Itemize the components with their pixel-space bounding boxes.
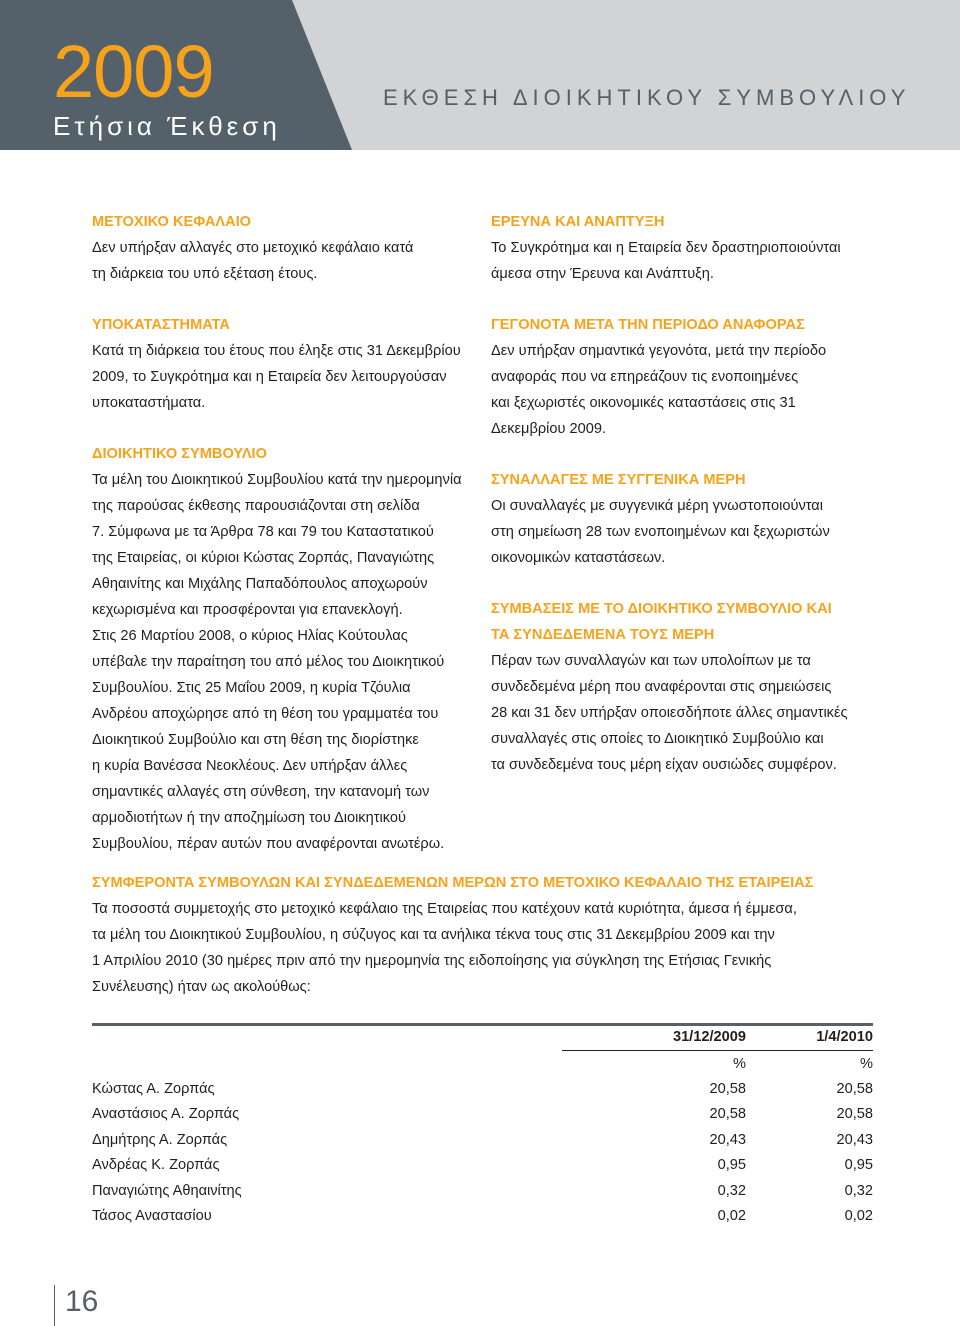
table-row xyxy=(92,1204,873,1230)
text-line: και ξεχωριστές οικονομικές καταστάσεις στις 31 xyxy=(491,395,796,411)
shareholder-name: Παναγιώτης Αθηαινίτης xyxy=(92,1182,242,1199)
section-heading: ΜΕΤΟΧΙΚΟ ΚΕΦΑΛΑΙΟ xyxy=(92,214,252,230)
share-2009: 0,32 xyxy=(717,1182,746,1199)
share-2009: 20,43 xyxy=(709,1131,746,1148)
text-line: της παρούσας έκθεσης παρουσιάζονται στη σελίδα xyxy=(92,498,420,514)
text-line: Δεν υπήρξαν σημαντικά γεγονότα, μετά την περίοδο xyxy=(491,343,827,359)
section-share-capital xyxy=(92,209,476,287)
table-header-row xyxy=(92,1024,873,1051)
table-units-empty xyxy=(92,1051,562,1077)
text-line: 28 και 31 δεν υπήρξαν οποιεσδήποτε άλλες σημαντικές xyxy=(491,705,848,721)
text-line: της Εταιρείας, οι κύριοι Κώστας Ζορπάς, Παναγιώτης xyxy=(92,550,435,566)
share-2010: 20,43 xyxy=(836,1131,873,1148)
shareholder-name: Αναστάσιος Α. Ζορπάς xyxy=(92,1106,240,1123)
text-line: σημαντικές αλλαγές στη σύνθεση, την κατανομή των xyxy=(92,784,430,800)
shareholder-name: Κώστας Α. Ζορπάς xyxy=(92,1080,215,1097)
table-units-row xyxy=(92,1051,873,1077)
share-2010: 20,58 xyxy=(836,1080,873,1097)
text-line: Τα ποσοστά συμμετοχής στο μετοχικό κεφάλαιο της Εταιρείας που κατέχουν κατά κυριότητα, άμεσα ή έμμεσα, xyxy=(92,901,797,917)
right-column xyxy=(491,209,876,803)
shareholding-table xyxy=(92,1024,873,1229)
text-line: Πέραν των συναλλαγών και των υπολοίπων με τα xyxy=(491,653,811,669)
text-line: αναφοράς που να επηρεάζουν τις ενοποιημένες xyxy=(491,369,799,385)
section-heading: ΕΡΕΥΝΑ ΚΑΙ ΑΝΑΠΤΥΞΗ xyxy=(491,214,665,230)
section-heading: ΥΠΟΚΑΤΑΣΤΗΜΑΤΑ xyxy=(92,317,230,333)
section-related-parties xyxy=(491,467,876,571)
text-line: τα συνδεδεμένα τους μέρη είχαν ουσιώδες συμφέρον. xyxy=(491,757,837,773)
table-unit-col2: % xyxy=(860,1055,873,1072)
text-line: υποκαταστήματα. xyxy=(92,395,206,411)
text-line: Τα μέλη του Διοικητικού Συμβουλίου κατά την ημερομηνία xyxy=(92,472,462,488)
text-line: αρμοδιοτήτων ή την αποζημίωση του Διοικητικού xyxy=(92,810,406,826)
report-year: 2009 xyxy=(53,30,214,113)
text-line: Κατά τη διάρκεια του έτους που έληξε στις 31 Δεκεμβρίου xyxy=(92,343,461,359)
text-line: Διοικητικού Συμβούλιο και στη θέση της διορίστηκε xyxy=(92,732,419,748)
text-line: Ανδρέου αποχώρησε από τη θέση του γραμματέα του xyxy=(92,706,439,722)
table-unit-col1: % xyxy=(733,1055,746,1072)
section-title: ΕΚΘΕΣΗ ΔΙΟΙΚΗΤΙΚΟΥ ΣΥΜΒΟΥΛΙΟΥ xyxy=(383,85,911,110)
section-heading: ΔΙΟΙΚΗΤΙΚΟ ΣΥΜΒΟΥΛΙΟ xyxy=(92,446,267,462)
text-line: τα μέλη του Διοικητικού Συμβουλίου, η σύζυγος και τα ανήλικα τέκνα τους στις 31 Δεκεμβρίου 2009 και την xyxy=(92,927,775,943)
section-text xyxy=(491,648,876,778)
text-line: συνδεδεμένα μέρη που αναφέρονται στις σημειώσεις xyxy=(491,679,832,695)
shareholder-name: Τάσος Αναστασίου xyxy=(92,1208,212,1225)
share-2010: 0,95 xyxy=(844,1157,873,1174)
text-line: Συμβουλίου, πέραν αυτών που αναφέρονται ανωτέρω. xyxy=(92,836,445,852)
text-line: υπέβαλε την παραίτηση του από μέλος του Διοικητικού xyxy=(92,654,445,670)
table-header-col1: 31/12/2009 xyxy=(562,1024,746,1051)
table-row xyxy=(92,1127,873,1153)
text-line: άμεσα στην Έρευνα και Ανάπτυξη. xyxy=(491,266,714,282)
text-line: Δεκεμβρίου 2009. xyxy=(491,421,607,437)
section-heading: ΣΥΜΦΕΡΟΝΤΑ ΣΥΜΒΟΥΛΩΝ ΚΑΙ ΣΥΝΔΕΔΕΜΕΝΩΝ ΜΕΡΩΝ ΣΤΟ ΜΕΤΟΧΙΚΟ ΚΕΦΑΛΑΙΟ ΤΗΣ ΕΤΑΙΡΕΙΑΣ xyxy=(92,875,814,891)
shareholder-name: Ανδρέας Κ. Ζορπάς xyxy=(92,1157,220,1174)
text-line: Στις 26 Μαρτίου 2008, ο κύριος Ηλίας Κούτουλας xyxy=(92,628,408,644)
text-line: Δεν υπήρξαν αλλαγές στο μετοχικό κεφάλαιο κατά xyxy=(92,240,414,256)
table-header-empty xyxy=(92,1024,562,1051)
report-subtitle: Ετήσια Έκθεση xyxy=(53,111,281,141)
share-2009: 20,58 xyxy=(709,1080,746,1097)
section-board xyxy=(92,441,476,857)
table-row xyxy=(92,1076,873,1102)
text-line: 1 Απριλίου 2010 (30 ημέρες πριν από την ημερομηνία της ειδοποίησης για σύγκληση της Ετήσιας Γενικής xyxy=(92,953,772,969)
text-line: η κυρία Βανέσσα Νεοκλέους. Δεν υπήρξαν άλλες xyxy=(92,758,408,774)
shareholder-name: Δημήτρης Α. Ζορπάς xyxy=(92,1131,228,1148)
section-board-contracts xyxy=(491,596,876,778)
section-text xyxy=(92,338,476,416)
heading-line: ΤΑ ΣΥΝΔΕΔΕΜΕΝΑ ΤΟΥΣ ΜΕΡΗ xyxy=(491,627,715,643)
text-line: στη σημείωση 28 των ενοποιημένων και ξεχωριστών xyxy=(491,524,830,540)
text-line: Οι συναλλαγές με συγγενικά μέρη γνωστοποιούνται xyxy=(491,498,823,514)
section-heading xyxy=(491,596,876,648)
page-number-rule xyxy=(54,1285,55,1326)
section-research xyxy=(491,209,876,287)
share-2009: 0,02 xyxy=(717,1208,746,1225)
table-row xyxy=(92,1102,873,1128)
text-line: κεχωρισμένα και προσφέρονται για επανεκλογή. xyxy=(92,602,403,618)
text-line: 7. Σύμφωνα με τα Άρθρα 78 και 79 του Καταστατικού xyxy=(92,524,434,540)
text-line: Συνέλευσης) ήταν ως ακολούθως: xyxy=(92,979,311,995)
share-2010: 20,58 xyxy=(836,1106,873,1123)
page-number: 16 xyxy=(65,1285,99,1318)
section-text xyxy=(491,493,876,571)
section-text xyxy=(92,235,476,287)
section-text xyxy=(491,235,876,287)
table-row xyxy=(92,1178,873,1204)
section-heading: ΣΥΝΑΛΛΑΓΕΣ ΜΕ ΣΥΓΓΕΝΙΚΑ ΜΕΡΗ xyxy=(491,472,746,488)
section-text xyxy=(491,338,876,442)
section-subsequent-events xyxy=(491,312,876,442)
text-line: Το Συγκρότημα και η Εταιρεία δεν δραστηριοποιούνται xyxy=(491,240,841,256)
text-line: τη διάρκεια του υπό εξέταση έτους. xyxy=(92,266,318,282)
text-line: οικονομικών καταστάσεων. xyxy=(491,550,666,566)
table-row xyxy=(92,1153,873,1179)
heading-line: ΣΥΜΒΑΣΕΙΣ ΜΕ ΤΟ ΔΙΟΙΚΗΤΙΚΟ ΣΥΜΒΟΥΛΙΟ ΚΑΙ xyxy=(491,601,832,617)
section-branches xyxy=(92,312,476,416)
share-2010: 0,02 xyxy=(844,1208,873,1225)
section-director-interests xyxy=(92,870,872,1000)
left-column xyxy=(92,209,476,882)
section-text xyxy=(92,896,872,1000)
share-2009: 20,58 xyxy=(709,1106,746,1123)
text-line: Αθηαινίτης και Μιχάλης Παπαδόπουλος αποχωρούν xyxy=(92,576,428,592)
text-line: 2009, το Συγκρότημα και η Εταιρεία δεν λειτουργούσαν xyxy=(92,369,447,385)
table-header-col2: 1/4/2010 xyxy=(746,1024,873,1051)
section-heading: ΓΕΓΟΝΟΤΑ ΜΕΤΑ ΤΗΝ ΠΕΡΙΟΔΟ ΑΝΑΦΟΡΑΣ xyxy=(491,317,805,333)
section-text xyxy=(92,467,476,857)
text-line: συναλλαγές στις οποίες το Διοικητικό Συμβούλιο και xyxy=(491,731,824,747)
share-2010: 0,32 xyxy=(844,1182,873,1199)
text-line: Συμβουλίου. Στις 25 Μαΐου 2009, η κυρία Τζόυλια xyxy=(92,680,411,696)
share-2009: 0,95 xyxy=(717,1157,746,1174)
